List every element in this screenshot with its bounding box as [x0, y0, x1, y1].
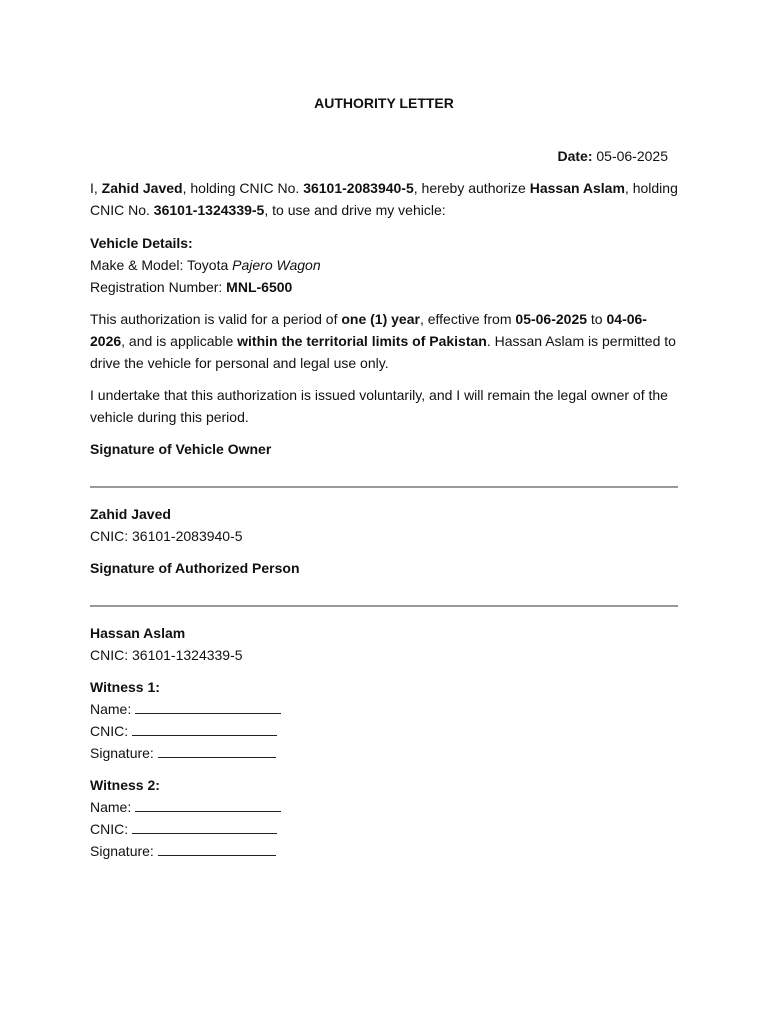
vehicle-details	[90, 232, 678, 298]
authorized-signature-line	[90, 605, 678, 607]
witness-1-cnic-blank[interactable]	[132, 721, 277, 736]
witness-2-block	[90, 774, 678, 862]
intro-text-1: I,	[90, 180, 102, 196]
witness-1-cnic-line	[90, 720, 678, 742]
validity-scope: within the territorial limits of Pakistan	[237, 333, 487, 349]
owner-signature-cnic: CNIC: 36101-2083940-5	[90, 528, 243, 544]
owner-signature-name: Zahid Javed	[90, 506, 171, 522]
owner-cnic: 36101-2083940-5	[303, 180, 414, 196]
validity-text-5: . Hassan Aslam is permitted to drive the vehicle for personal and legal use only.	[90, 333, 676, 371]
owner-signature-heading	[90, 438, 678, 460]
undertaking-paragraph: I undertake that this authorization is issued voluntarily, and I will remain the legal owner of the vehicle during this period.	[90, 387, 668, 425]
validity-text-2: , effective from	[419, 311, 516, 327]
authorized-signature-name: Hassan Aslam	[90, 625, 186, 641]
witness-2-signature-label: Signature:	[90, 843, 158, 859]
witness-1-name-label: Name:	[90, 701, 136, 717]
authorized-signature-cnic: CNIC: 36101-1324339-5	[90, 647, 243, 663]
validity-text-1: This authorization is valid for a period of	[90, 311, 342, 327]
witness-1-heading: Witness 1:	[90, 679, 160, 695]
owner-name: Zahid Javed	[101, 180, 183, 196]
validity-paragraph	[90, 308, 678, 374]
make-label: Make & Model: Toyota	[90, 257, 233, 273]
witness-2-signature-blank[interactable]	[158, 841, 276, 856]
intro-text-2: , holding CNIC No.	[182, 180, 304, 196]
witness-1-signature-label: Signature:	[90, 745, 158, 761]
witness-2-cnic-blank[interactable]	[132, 819, 277, 834]
witness-1-block	[90, 676, 678, 764]
witness-2-cnic-line	[90, 818, 678, 840]
validity-text-3: to	[587, 311, 607, 327]
authorized-signature-heading	[90, 557, 678, 579]
witness-2-name-line	[90, 796, 678, 818]
validity-to: 04-06-2026	[90, 311, 647, 349]
witness-1-signature-blank[interactable]	[158, 743, 276, 758]
date-label: Date:	[557, 148, 593, 164]
witness-2-heading: Witness 2:	[90, 777, 160, 793]
vehicle-heading: Vehicle Details:	[90, 235, 193, 251]
witness-1-cnic-label: CNIC:	[90, 723, 132, 739]
document-title: AUTHORITY LETTER	[314, 95, 454, 111]
witness-2-name-blank[interactable]	[135, 797, 281, 812]
authorized-name: Hassan Aslam	[529, 180, 625, 196]
intro-text-5: , to use and drive my vehicle:	[264, 202, 446, 218]
owner-signature-line	[90, 486, 678, 488]
intro-text-3: , hereby authorize	[413, 180, 530, 196]
make-model-line	[90, 254, 678, 276]
registration-label: Registration Number:	[90, 279, 227, 295]
validity-text-4: , and is applicable	[121, 333, 238, 349]
witness-2-cnic-label: CNIC:	[90, 821, 132, 837]
validity-from: 05-06-2025	[515, 311, 588, 327]
owner-signature-heading-text: Signature of Vehicle Owner	[90, 441, 272, 457]
date-line	[557, 145, 668, 167]
intro-paragraph	[90, 177, 678, 221]
authorized-signature-heading-text: Signature of Authorized Person	[90, 560, 300, 576]
registration-line	[90, 276, 678, 298]
witness-2-name-label: Name:	[90, 799, 136, 815]
authorized-cnic: 36101-1324339-5	[153, 202, 265, 218]
registration-number: MNL-6500	[226, 279, 293, 295]
witness-1-name-line	[90, 698, 678, 720]
witness-1-signature-line	[90, 742, 678, 764]
witness-2-signature-line	[90, 840, 678, 862]
date-value: 05-06-2025	[596, 148, 668, 164]
make-model: Pajero Wagon	[232, 257, 321, 273]
authorized-signature-details	[90, 622, 678, 666]
owner-signature-details	[90, 503, 678, 547]
witness-1-name-blank[interactable]	[135, 699, 281, 714]
validity-period: one (1) year	[341, 311, 420, 327]
intro-text-4: , holding CNIC No.	[90, 180, 678, 218]
